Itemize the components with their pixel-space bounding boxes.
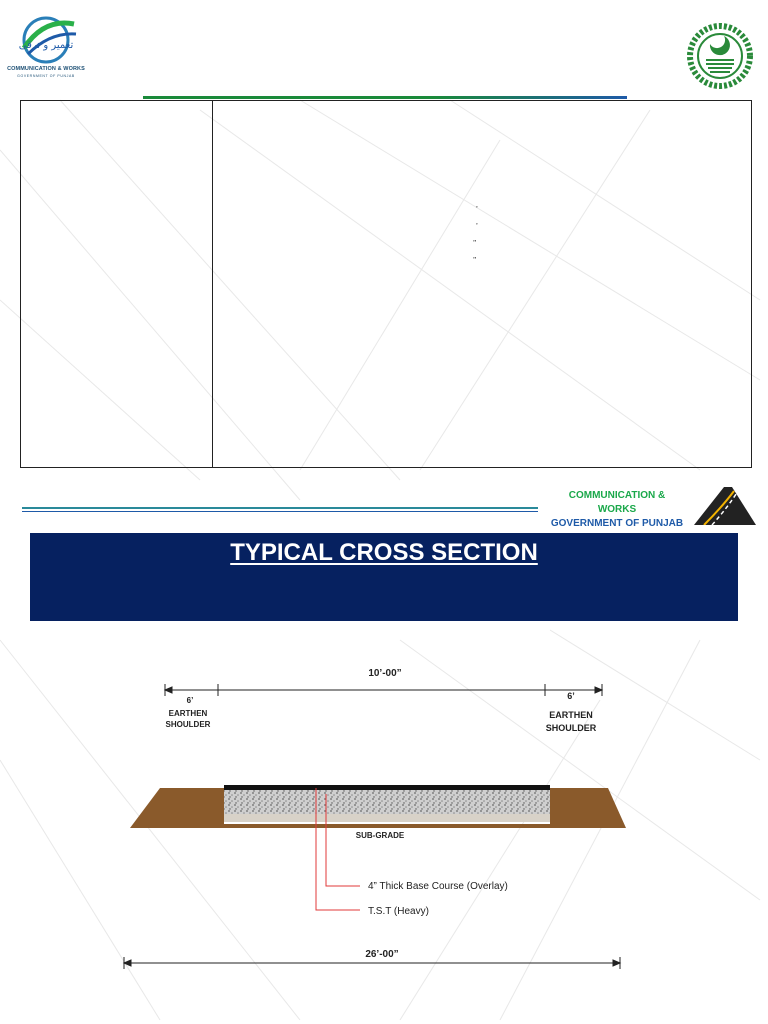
header-divider [143,96,627,99]
table-column-divider [212,101,213,467]
footer-line-2: WORKS [597,504,637,515]
footer-line-3: GOVERNMENT OF PUNJAB [550,518,684,529]
right-shoulder-label-2: SHOULDER [545,723,597,733]
tst-surface-layer [224,785,550,790]
footer-line [22,507,538,509]
footer-line-1: COMMUNICATION & [568,490,666,501]
table-mark: ’ [476,205,478,214]
left-shoulder-dimension: 6’ [186,696,194,705]
left-shoulder-label-2: SHOULDER [165,720,211,729]
right-shoulder-dimension: 6’ [567,691,575,701]
cross-section-diagram [120,660,640,980]
cw-urdu-mark: تعمیر و ترقی [18,40,74,51]
left-shoulder-label-1: EARTHEN [168,709,208,718]
footer-brand [538,485,768,529]
punjab-emblem [684,20,756,92]
road-icon [694,485,756,525]
left-shoulder-dimension-line [165,684,218,696]
footer-text [538,489,696,531]
punjab-emblem-icon [684,20,756,92]
table-mark-list [473,201,478,269]
top-dimension-line [218,684,545,696]
slide-title: TYPICAL CROSS SECTION [230,539,538,566]
title-banner [30,533,738,621]
table-mark: ’ [476,222,478,231]
subbase-layer [224,814,550,822]
cw-emblem-icon [4,8,88,66]
subgrade-label: SUB-GRADE [355,831,405,840]
footer-line [22,511,538,512]
table-mark: ’’ [473,256,477,265]
cw-logo-text: COMMUNICATION & WORKS [7,66,85,72]
callout-base-course: 4” Thick Base Course (Overlay) [368,881,508,892]
cw-logo-subtext: GOVERNMENT OF PUNJAB [17,74,75,78]
top-dimension-label: 10’-00” [368,668,402,679]
callout-tst: T.S.T (Heavy) [368,906,429,917]
base-course-layer [224,790,550,814]
table-mark: ’’ [473,239,477,248]
communication-works-logo [4,8,88,80]
right-shoulder-label-1: EARTHEN [549,710,593,720]
bottom-dimension-label: 26’-00” [365,949,399,960]
info-table [20,100,752,468]
